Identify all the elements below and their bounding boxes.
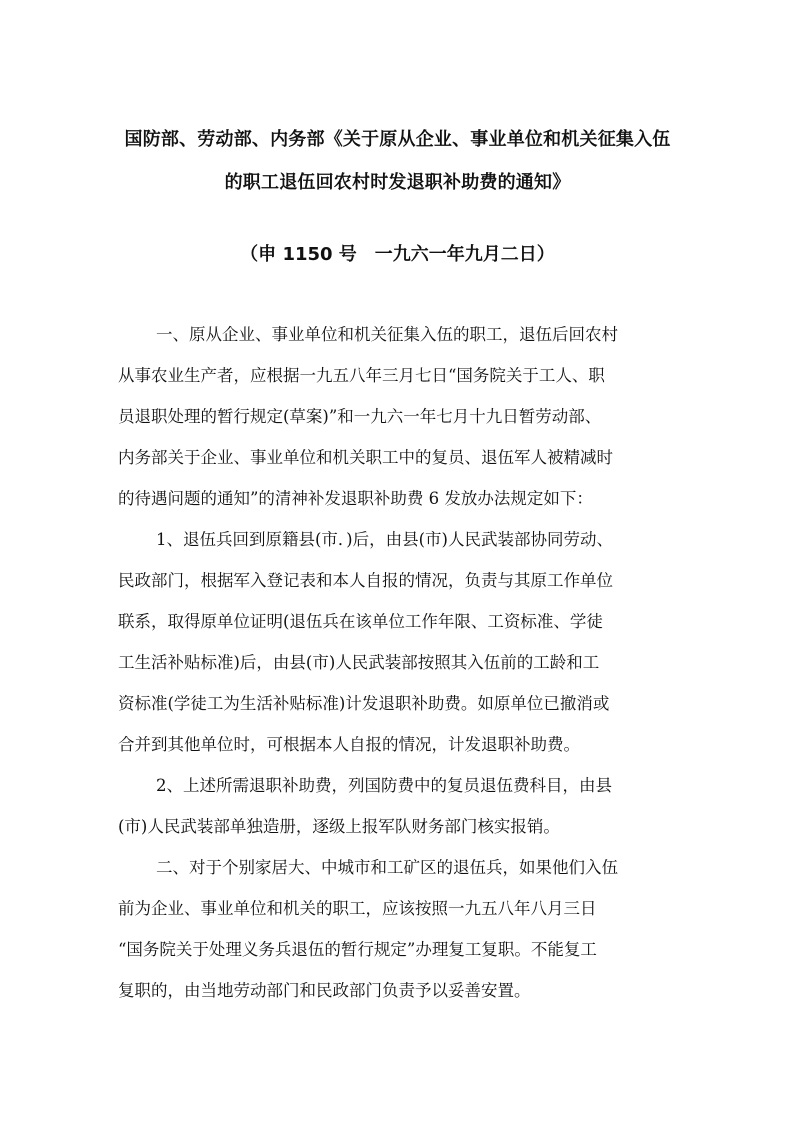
body-line: 前为企业、事业单位和机关的职工，应该按照一九五八年八月三日 <box>118 899 597 918</box>
body-line: 复职的，由当地劳动部门和民政部门负责予以妥善安置。 <box>118 981 531 1000</box>
body-line: 民政部门，根据军入登记表和本人自报的情况，负责与其原工作单位 <box>118 571 613 590</box>
body-line: 1、退伍兵回到原籍县(市．)后，由县(市)人民武装部协同劳动、 <box>156 530 613 549</box>
body-line: 员退职处理的暂行规定(草案)”和一九六一年七月十九日暂劳动部、 <box>118 407 602 426</box>
body-line: (市)人民武装部单独造册，逐级上报军队财务部门核实报销。 <box>118 817 560 836</box>
body-line: 合并到其他单位时，可根据本人自报的情况，计发退职补助费。 <box>118 735 580 754</box>
document-body <box>118 314 683 1011</box>
document-title-line-1: 国防部、劳动部、内务部《关于原从企业、事业单位和机关征集入伍 <box>124 129 671 150</box>
document-title-line-2: 的职工退伍回农村时发退职补助费的通知》 <box>224 172 571 193</box>
body-line: “国务院关于处理义务兵退伍的暂行规定”办理复工复职。不能复工 <box>118 940 597 959</box>
body-line: 内务部关于企业、事业单位和机关职工中的复员、退伍军人被精减时 <box>118 448 613 467</box>
body-line: 一、原从企业、事业单位和机关征集入伍的职工，退伍后回农村 <box>156 325 618 344</box>
body-line: 联系，取得原单位证明(退伍兵在该单位工作年限、工资标准、学徒 <box>118 612 603 631</box>
body-line: 工生活补贴标准)后，由县(市)人民武装部按照其入伍前的工龄和工 <box>118 653 600 672</box>
body-line: 的待遇问题的通知”的清神补发退职补助费 6 发放办法规定如下： <box>118 489 593 508</box>
body-line: 从事农业生产者，应根据一九五八年三月七日“国务院关于工人、职 <box>118 366 605 385</box>
body-line: 二、对于个别家居大、中城市和工矿区的退伍兵，如果他们入伍 <box>156 858 618 877</box>
body-line: 2、上述所需退职补助费，列国防费中的复员退伍费科目，由县 <box>156 776 612 795</box>
document-subtitle: （申 1150 号 一九六一年九月二日） <box>240 244 555 265</box>
body-line: 资标准(学徒工为生活补贴标准)计发退职补助费。如原单位已撤消或 <box>118 694 610 713</box>
